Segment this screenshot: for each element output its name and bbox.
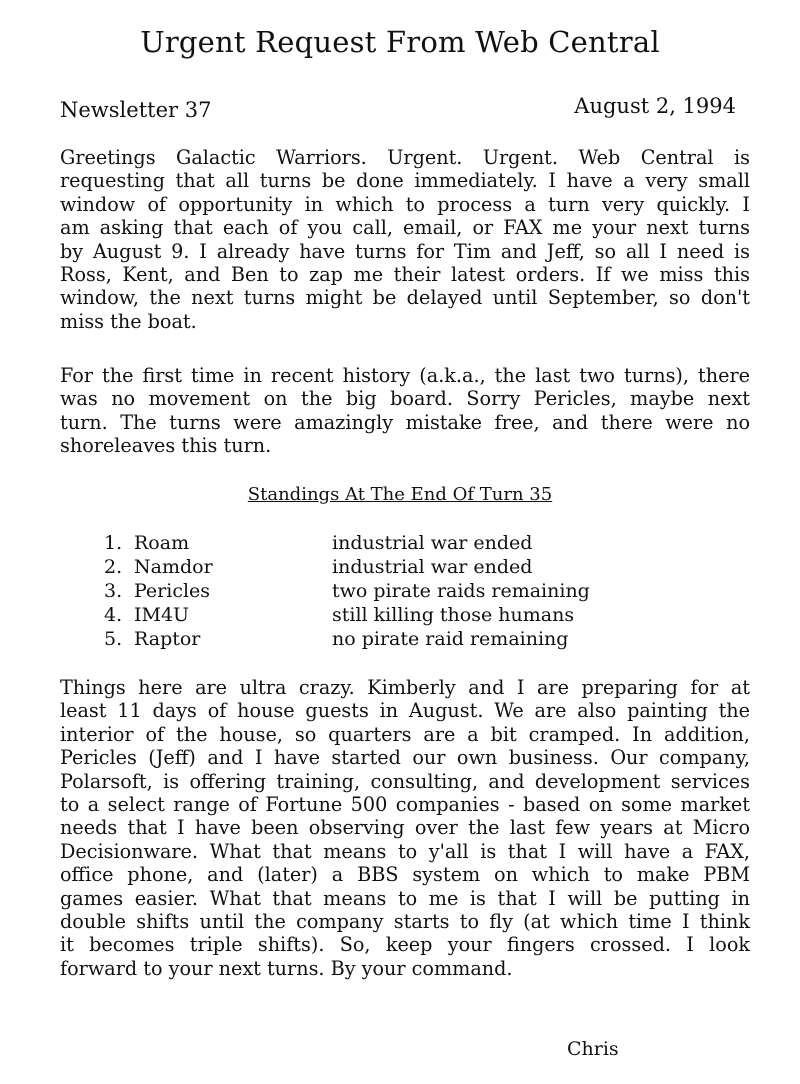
standings-rank: 3.	[104, 580, 123, 602]
paragraph-line: was no movement on the big board. Sorry Pericles, maybe next	[60, 387, 750, 411]
paragraph-line: Decisionware. What that means to y'all is that I will have a FAX,	[60, 839, 750, 863]
standings-status: still killing those humans	[332, 604, 575, 626]
standings-team: Raptor	[134, 628, 201, 650]
newsletter-number: Newsletter 37	[60, 98, 212, 122]
paragraph-line: Ross, Kent, and Ben to zap me their latest orders. If we miss this	[60, 263, 750, 287]
page-title: Urgent Request From Web Central	[140, 25, 660, 59]
paragraph-line: window of opportunity in which to process a turn very quickly. I	[60, 192, 750, 216]
standings-team: Namdor	[134, 556, 213, 578]
paragraph-greeting	[60, 146, 750, 333]
paragraph-line: forward to your next turns. By your command.	[60, 956, 513, 980]
paragraph-line: Pericles (Jeff) and I have started our own business. Our company,	[60, 746, 750, 770]
signature: Chris	[567, 1038, 619, 1060]
paragraph-line: Polarsoft, is offering training, consulting, and development services	[60, 769, 750, 793]
standings-row	[104, 531, 664, 555]
paragraph-news	[60, 676, 750, 980]
standings-rank: 2.	[104, 556, 123, 578]
standings-team: Roam	[134, 532, 190, 554]
standings-title: Standings At The End Of Turn 35	[247, 484, 553, 505]
paragraph-line: requesting that all turns be done immediately. I have a very small	[60, 169, 750, 193]
standings-status: industrial war ended	[332, 556, 533, 578]
paragraph-line: office phone, and (later) a BBS system on which to make PBM	[60, 863, 750, 887]
standings-rank: 4.	[104, 604, 123, 626]
paragraph-line: least 11 days of house guests in August. We are also painting the	[60, 699, 750, 723]
standings-row	[104, 627, 664, 651]
standings-row	[104, 603, 664, 627]
standings-status: industrial war ended	[332, 532, 533, 554]
paragraph-line: games easier. What that means to me is that I will be putting in	[60, 886, 750, 910]
standings-list	[104, 531, 664, 651]
paragraph-line: shoreleaves this turn.	[60, 434, 272, 458]
paragraph-line: For the first time in recent history (a.k.a., the last two turns), there	[60, 364, 750, 387]
standings-team: Pericles	[134, 580, 211, 602]
paragraph-line: to a select range of Fortune 500 companies - based on some market	[60, 793, 750, 817]
paragraph-line: interior of the house, so quarters are a bit cramped. In addition,	[60, 722, 750, 746]
paragraph-line: needs that I have been observing over the last few years at Micro	[60, 816, 750, 840]
standings-team: IM4U	[134, 604, 190, 626]
paragraph-line: Greetings Galactic Warriors. Urgent. Urgent. Web Central is	[60, 146, 750, 169]
standings-row	[104, 579, 664, 603]
standings-status: no pirate raid remaining	[332, 628, 569, 650]
paragraph-line: turn. The turns were amazingly mistake free, and there were no	[60, 410, 750, 434]
paragraph-line: miss the boat.	[60, 309, 197, 333]
paragraph-line: am asking that each of you call, email, or FAX me your next turns	[60, 216, 750, 240]
paragraph-line: double shifts until the company starts to fly (at which time I think	[60, 910, 750, 934]
paragraph-line: Things here are ultra crazy. Kimberly and I are preparing for at	[60, 676, 750, 699]
paragraph-line: it becomes triple shifts). So, keep your fingers crossed. I look	[60, 933, 750, 957]
paragraph-line: by August 9. I already have turns for Tim and Jeff, so all I need is	[60, 239, 750, 263]
paragraph-line: window, the next turns might be delayed until September, so don't	[60, 286, 750, 310]
standings-rank: 5.	[104, 628, 123, 650]
standings-row	[104, 555, 664, 579]
standings-rank: 1.	[104, 532, 123, 554]
newsletter-date: August 2, 1994	[574, 94, 736, 118]
standings-status: two pirate raids remaining	[332, 580, 590, 602]
paragraph-movement	[60, 364, 750, 458]
